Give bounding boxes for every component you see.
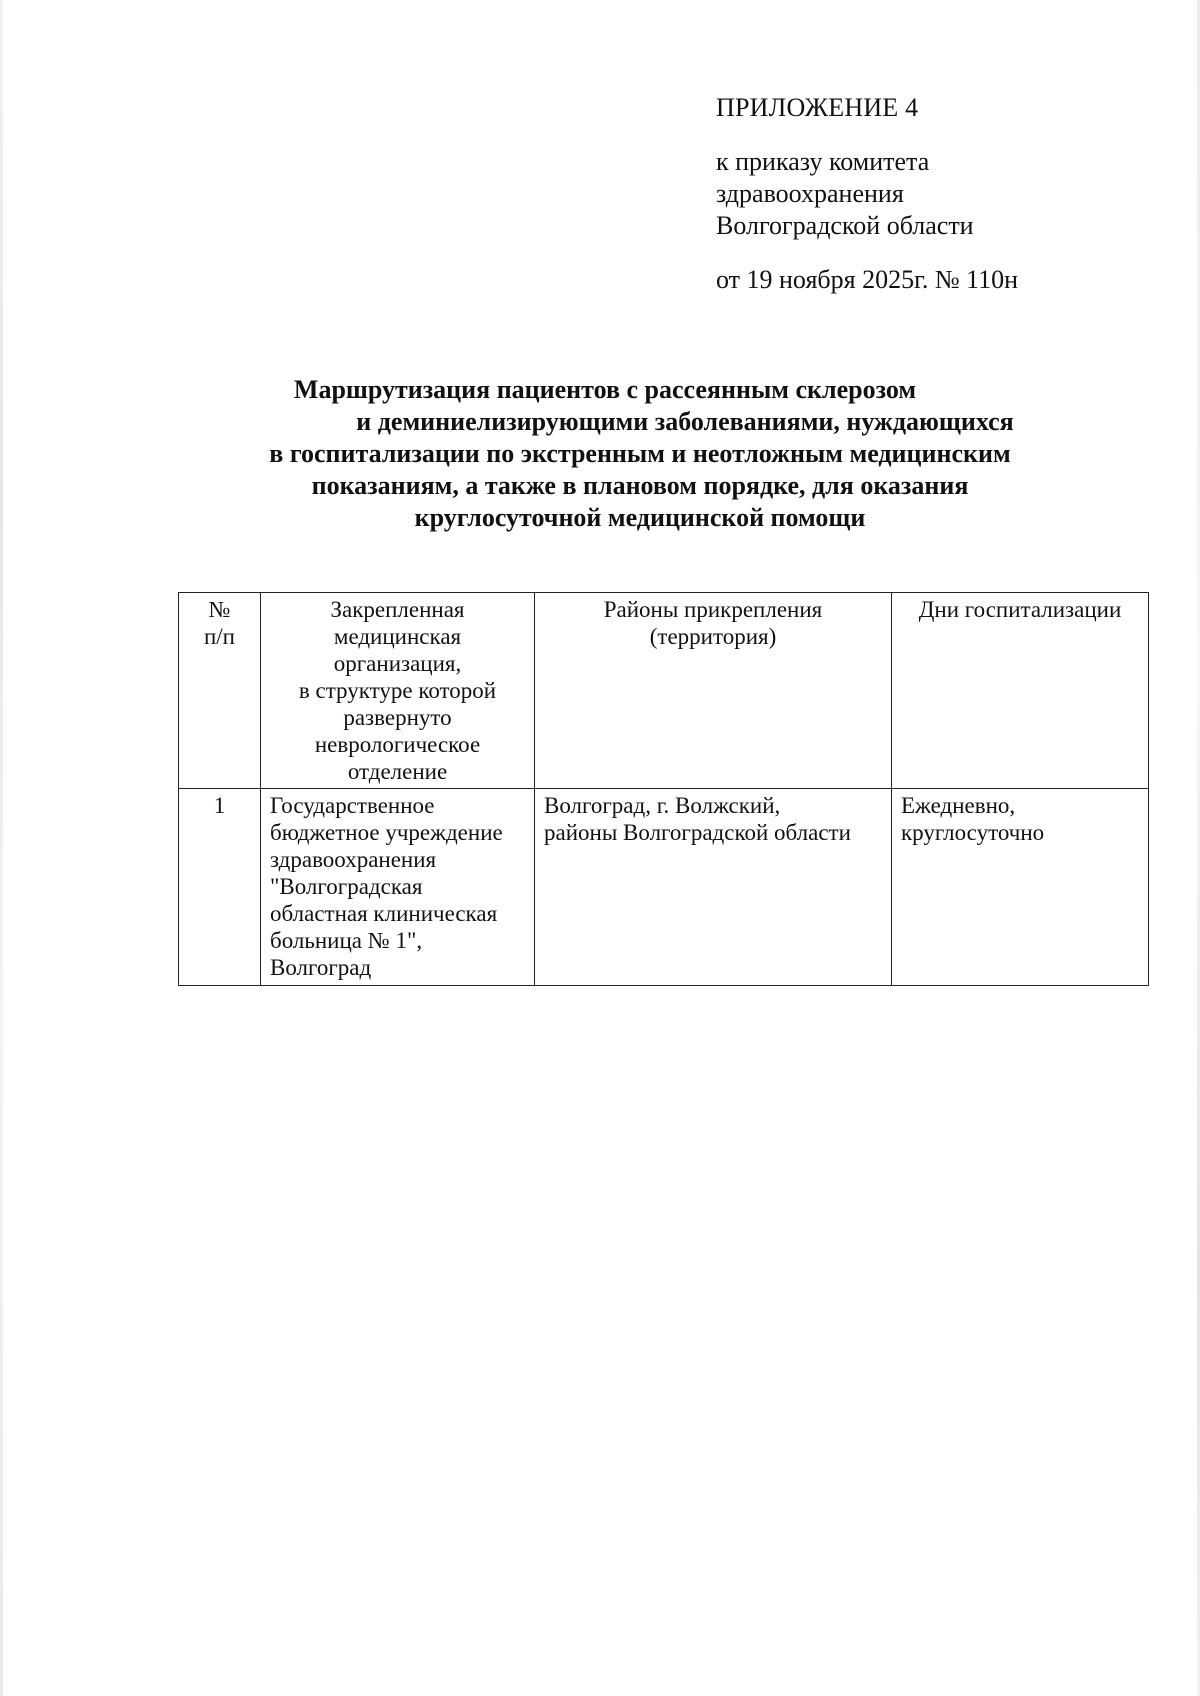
scan-edge-left <box>0 0 3 1696</box>
header-cell-areas <box>535 593 892 789</box>
header-text: отделение <box>347 759 448 784</box>
appendix-reference <box>716 146 1156 242</box>
row-areas-cell <box>535 789 892 986</box>
header-cell-number <box>179 593 261 789</box>
cell-text: круглосуточно <box>901 820 1045 845</box>
header-text: организация, <box>333 651 462 676</box>
cell-text: "Волгоградская <box>270 874 423 899</box>
header-text: в структуре которой <box>298 678 497 703</box>
table-header-row <box>179 593 1149 789</box>
header-text: медицинская <box>333 624 462 649</box>
appendix-date-line: от 19 ноября 2025г. № 110н <box>716 265 1019 294</box>
row-days-cell <box>892 789 1149 986</box>
heading-line: круглосуточной медицинской помощи <box>414 503 866 532</box>
appendix-block <box>716 92 1156 296</box>
header-text: развернуто <box>343 705 452 730</box>
cell-text: Волгоград <box>270 955 372 980</box>
cell-text: бюджетное учреждение <box>270 820 503 845</box>
cell-text: здравоохранения <box>270 847 437 872</box>
header-text: Районы прикрепления <box>603 597 823 622</box>
document-heading <box>200 374 1080 534</box>
heading-line: Маршрутизация пациентов с рассеянным склерозом <box>293 375 917 404</box>
header-text: (территория) <box>649 624 777 649</box>
cell-text: больница № 1", <box>270 928 423 953</box>
header-cell-organization <box>261 593 535 789</box>
heading-line: показаниям, а также в плановом порядке, для оказания <box>311 471 969 500</box>
row-number-cell: 1 <box>179 789 261 986</box>
header-text: неврологическое <box>314 732 481 757</box>
routing-table <box>178 592 1149 986</box>
row-organization-cell <box>261 789 535 986</box>
cell-text: Ежедневно, <box>901 793 1016 818</box>
header-cell-days <box>892 593 1149 789</box>
appendix-ref-line: Волгоградской области <box>716 211 974 240</box>
header-text: Закрепленная <box>330 597 465 622</box>
cell-text: районы Волгоградской области <box>544 820 851 845</box>
header-text: п/п <box>203 624 235 649</box>
cell-text: Волгоград, г. Волжский, <box>544 793 781 818</box>
appendix-ref-line: здравоохранения <box>716 179 904 208</box>
appendix-ref-line: к приказу комитета <box>716 147 930 176</box>
heading-line: и деминиелизирующими заболеваниями, нуждающихся <box>356 407 1014 436</box>
heading-line: в госпитализации по экстренным и неотложным медицинским <box>269 439 1011 468</box>
cell-text: Государственное <box>270 793 435 818</box>
cell-text: областная клиническая <box>270 901 498 926</box>
appendix-title: ПРИЛОЖЕНИЕ 4 <box>716 93 919 122</box>
header-text: Дни госпитализации <box>918 597 1122 622</box>
header-text: № <box>208 597 231 622</box>
table-row <box>179 789 1149 986</box>
